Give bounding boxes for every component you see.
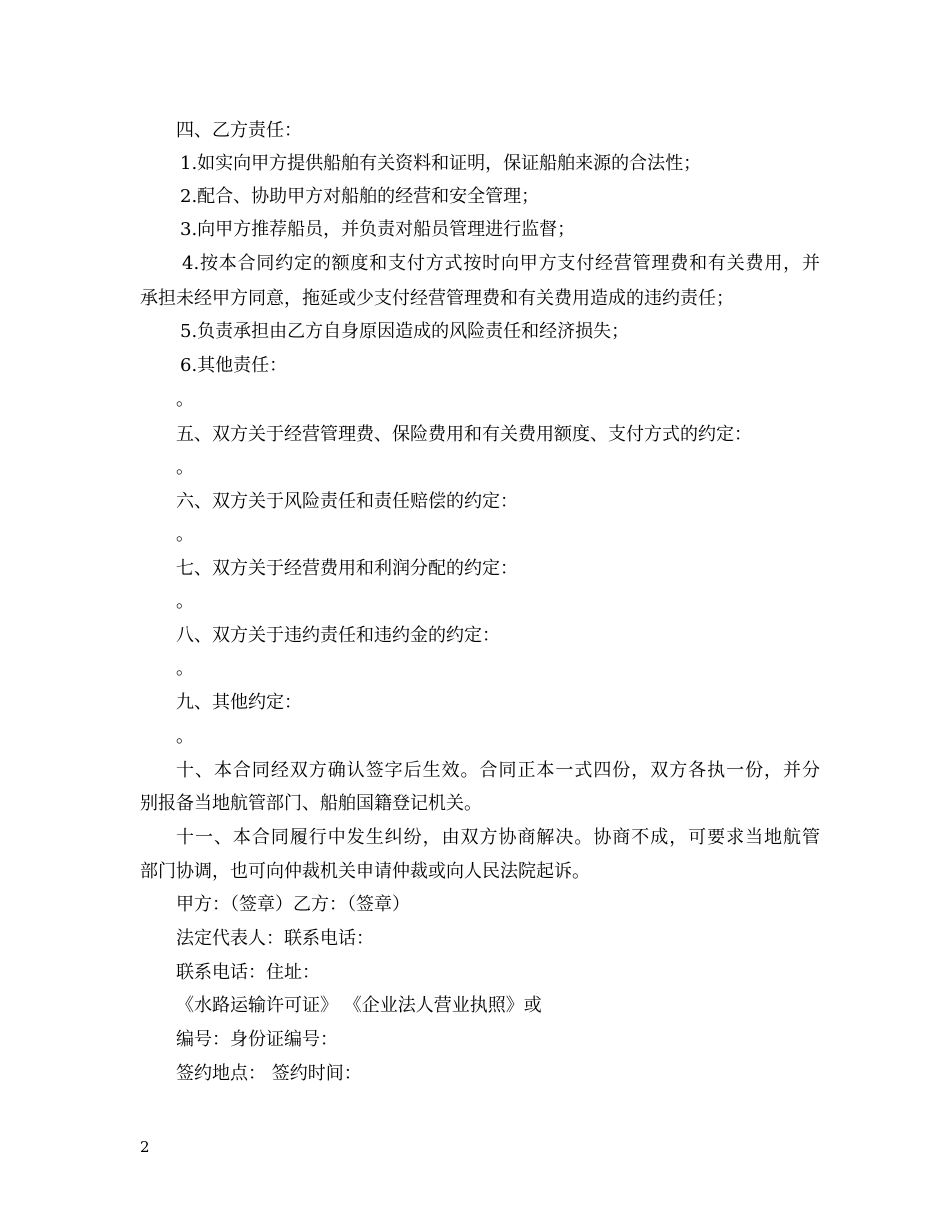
section-11-line-2: 部门协调，也可向仲裁机关申请仲裁或向人民法院起诉。 (140, 861, 590, 882)
blank-line-4: 。 (176, 591, 194, 612)
section-11-line-1: 十一、本合同履行中发生纠纷，由双方协商解决。协商不成，可要求当地航管 (176, 827, 820, 848)
section-5-heading: 五、双方关于经营管理费、保险费用和有关费用额度、支付方式的约定： (176, 424, 752, 445)
section-6-heading: 六、双方关于风险责任和责任赔偿的约定： (176, 491, 518, 512)
page-number: 2 (140, 1138, 150, 1156)
blank-line-5: 。 (176, 658, 194, 679)
section-9-heading: 九、其他约定： (176, 692, 302, 713)
section-10-line-2: 别报备当地航管部门、船舶国籍登记机关。 (140, 793, 482, 814)
contact-address-line: 联系电话：住址： (176, 962, 320, 983)
clause-4-1: 1.如实向甲方提供船舶有关资料和证明，保证船舶来源的合法性； (180, 153, 702, 174)
clause-4-3: 3.向甲方推荐船员，并负责对船员管理进行监督； (180, 219, 576, 240)
blank-line-3: 。 (176, 524, 194, 545)
signature-parties-line: 甲方：（签章）乙方：（签章） (176, 894, 410, 915)
clause-4-2: 2.配合、协助甲方对船舶的经营和安全管理； (180, 186, 540, 207)
blank-line-6: 。 (176, 726, 194, 747)
blank-line-2: 。 (176, 457, 194, 478)
clause-4-4-line-1: 4.按本合同约定的额度和支付方式按时向甲方支付经营管理费和有关费用，并 (182, 253, 820, 274)
section-10-line-1: 十、本合同经双方确认签字后生效。合同正本一式四份，双方各执一份，并分 (176, 760, 820, 781)
number-line: 编号：身份证编号： (176, 1029, 338, 1050)
license-line: 《水路运输许可证》 《企业法人营业执照》或 (176, 995, 542, 1016)
blank-line-1: 。 (176, 389, 194, 410)
signing-place-time-line: 签约地点： 签约时间： (176, 1063, 362, 1084)
section-8-heading: 八、双方关于违约责任和违约金的约定： (176, 625, 500, 646)
clause-4-6: 6.其他责任： (180, 355, 288, 376)
clause-4-4-line-2: 承担未经甲方同意，拖延或少支付经营管理费和有关费用造成的违约责任； (140, 288, 734, 309)
clause-4-5: 5.负责承担由乙方自身原因造成的风险责任和经济损失； (180, 321, 630, 342)
section-4-heading: 四、乙方责任： (176, 120, 302, 141)
legal-representative-line: 法定代表人：联系电话： (176, 928, 374, 949)
section-7-heading: 七、双方关于经营费用和利润分配的约定： (176, 558, 518, 579)
